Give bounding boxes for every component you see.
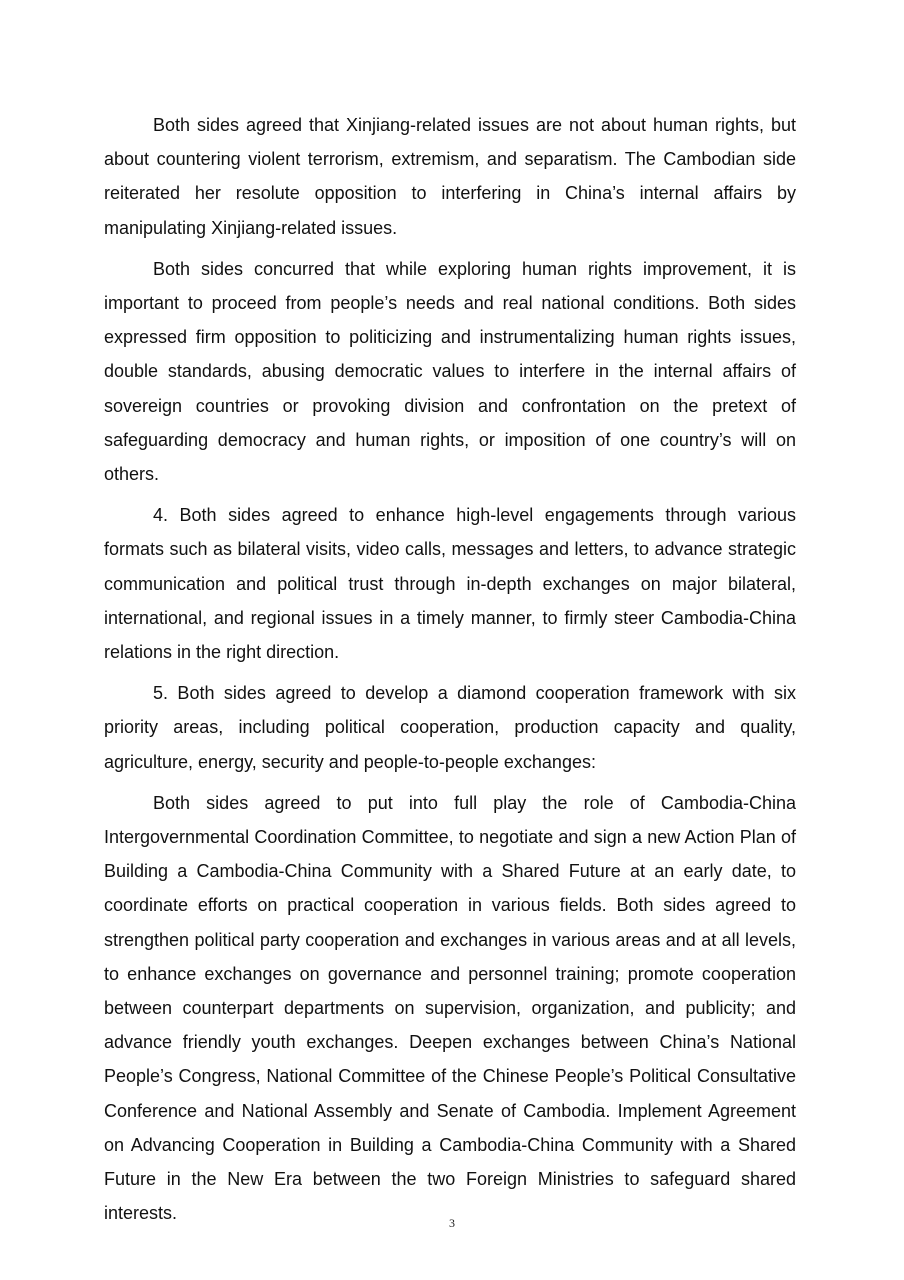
page-number: 3 bbox=[449, 1216, 455, 1230]
document-body bbox=[104, 108, 796, 1238]
paragraph-coordination-committee: Both sides agreed to put into full play the role of Cambodia-China Intergovernmental Coordination Committee, to negotiate and sign a new Action Plan of Building a Cambodia-China Community with a Shared Future at an early date, to coordinate efforts on practical cooperation in various fields. Both sides agreed to strengthen political party cooperation and exchanges in various areas and at all levels, to enhance exchanges on governance and personnel training; promote cooperation between counterpart departments on supervision, organization, and publicity; and advance friendly youth exchanges. Deepen exchanges between China’s National People’s Congress, National Committee of the Chinese People’s Political Consultative Conference and National Assembly and Senate of Cambodia. Implement Agreement on Advancing Cooperation in Building a Cambodia-China Community with a Shared Future in the New Era between the two Foreign Ministries to safeguard shared interests. bbox=[104, 792, 796, 1224]
paragraph-xinjiang-issues: Both sides agreed that Xinjiang-related issues are not about human rights, but about countering violent terrorism, extremism, and separatism. The Cambodian side reiterated her resolute opposition to interfering in China’s internal affairs by manipulating Xinjiang-related issues. bbox=[104, 115, 796, 238]
paragraph-diamond-framework: 5. Both sides agreed to develop a diamond cooperation framework with six priority areas, including political cooperation, production capacity and quality, agriculture, energy, security and people-to-people exchanges: bbox=[104, 683, 796, 772]
paragraph-high-level-engagements: 4. Both sides agreed to enhance high-level engagements through various formats such as bilateral visits, video calls, messages and letters, to advance strategic communication and political trust through in-depth exchanges on major bilateral, international, and regional issues in a timely manner, to firmly steer Cambodia-China relations in the right direction. bbox=[104, 505, 796, 663]
paragraph-human-rights: Both sides concurred that while exploring human rights improvement, it is important to proceed from people’s needs and real national conditions. Both sides expressed firm opposition to politicizing and instrumentalizing human rights issues, double standards, abusing democratic values to interfere in the internal affairs of sovereign countries or provoking division and confrontation on the pretext of safeguarding democracy and human rights, or imposition of one country’s will on others. bbox=[104, 258, 796, 485]
